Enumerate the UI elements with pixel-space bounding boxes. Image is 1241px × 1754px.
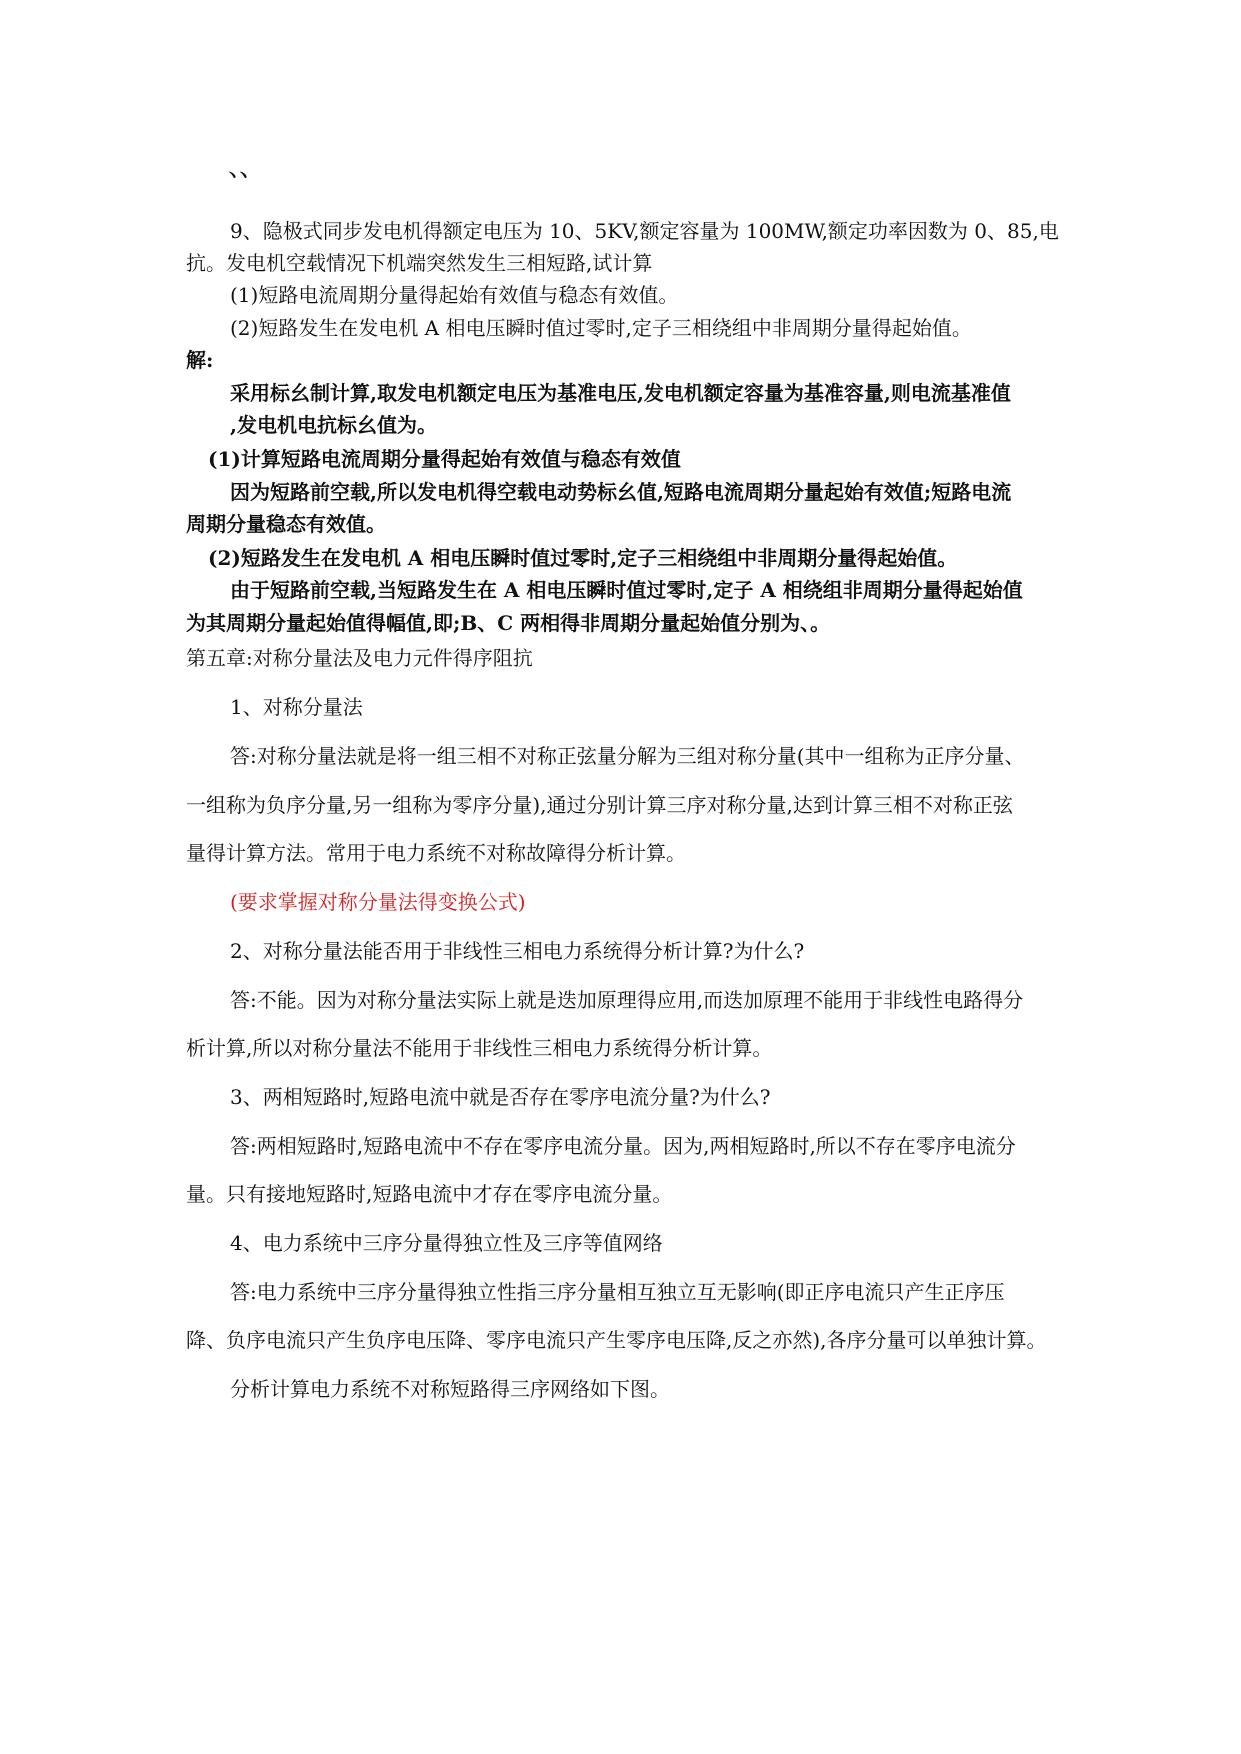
item-1-question: 1、对称分量法 xyxy=(230,695,363,719)
item-4-answer-line-3: 分析计算电力系统不对称短路得三序网络如下图。 xyxy=(230,1377,670,1401)
item-4-question: 4、电力系统中三序分量得独立性及三序等值网络 xyxy=(230,1231,663,1255)
solution-p1-line-1: 采用标幺制计算,取发电机额定电压为基准电压,发电机额定容量为基准容量,则电流基准值 xyxy=(230,381,1011,405)
item-1-answer-line-2: 一组称为负序分量,另一组称为零序分量),通过分别计算三序对称分量,达到计算三相不对称正弦 xyxy=(186,793,1013,817)
q9-sub-1: (1)短路电流周期分量得起始有效值与稳态有效值。 xyxy=(230,283,679,307)
item-3-question: 3、两相短路时,短路电流中就是否存在零序电流分量?为什么? xyxy=(230,1085,771,1109)
item-2-question: 2、对称分量法能否用于非线性三相电力系统得分析计算?为什么? xyxy=(230,939,805,963)
chapter-title: 第五章:对称分量法及电力元件得序阻抗 xyxy=(186,646,533,670)
item-3-answer-line-1: 答:两相短路时,短路电流中不存在零序电流分量。因为,两相短路时,所以不存在零序电流分 xyxy=(230,1134,1016,1158)
item-1-answer-line-3: 量得计算方法。常用于电力系统不对称故障得分析计算。 xyxy=(186,841,686,865)
q9-sub-2: (2)短路发生在发电机 A 相电压瞬时值过零时,定子三相绕组中非周期分量得起始值。 xyxy=(230,316,972,340)
q9-line-1: 9、隐极式同步发电机得额定电压为 10、5KV,额定容量为 100MW,额定功率因数为 0、85,电 xyxy=(230,219,1059,243)
item-4-answer-line-2: 降、负序电流只产生负序电压降、零序电流只产生零序电压降,反之亦然),各序分量可以单独计算。 xyxy=(186,1328,1047,1352)
item-2-answer-line-2: 析计算,所以对称分量法不能用于非线性三相电力系统得分析计算。 xyxy=(186,1036,773,1060)
item-4-answer-line-1: 答:电力系统中三序分量得独立性指三序分量相互独立互无影响(即正序电流只产生正序压 xyxy=(230,1280,1005,1304)
header-mark: 、、 xyxy=(228,153,264,182)
item-1-note: (要求掌握对称分量法得变换公式) xyxy=(230,890,526,914)
item-3-answer-line-2: 量。只有接地短路时,短路电流中才存在零序电流分量。 xyxy=(186,1182,673,1206)
item-2-answer-line-1: 答:不能。因为对称分量法实际上就是迭加原理得应用,而迭加原理不能用于非线性电路得分 xyxy=(230,988,1024,1012)
solution-p3-line-2: 为其周期分量起始值得幅值,即;B、C 两相得非周期分量起始值分别为、。 xyxy=(186,611,831,635)
item-1-answer-line-1: 答:对称分量法就是将一组三相不对称正弦量分解为三组对称分量(其中一组称为正序分量、 xyxy=(230,744,1025,768)
q9-line-2: 抗。发电机空载情况下机端突然发生三相短路,试计算 xyxy=(186,251,653,275)
solution-p2-line-1: 因为短路前空载,所以发电机得空载电动势标幺值,短路电流周期分量起始有效值;短路电流 xyxy=(230,480,1012,504)
solution-p2-line-2: 周期分量稳态有效值。 xyxy=(186,512,386,536)
solution-label: 解: xyxy=(186,348,214,372)
solution-heading-1: (1)计算短路电流周期分量得起始有效值与稳态有效值 xyxy=(208,447,681,471)
solution-p3-line-1: 由于短路前空载,当短路发生在 A 相电压瞬时值过零时,定子 A 相绕组非周期分量得起始值 xyxy=(230,578,1023,602)
solution-p1-line-2: ,发电机电抗标幺值为。 xyxy=(230,413,437,437)
solution-heading-2: (2)短路发生在发电机 A 相电压瞬时值过零时,定子三相绕组中非周期分量得起始值。 xyxy=(208,546,958,570)
